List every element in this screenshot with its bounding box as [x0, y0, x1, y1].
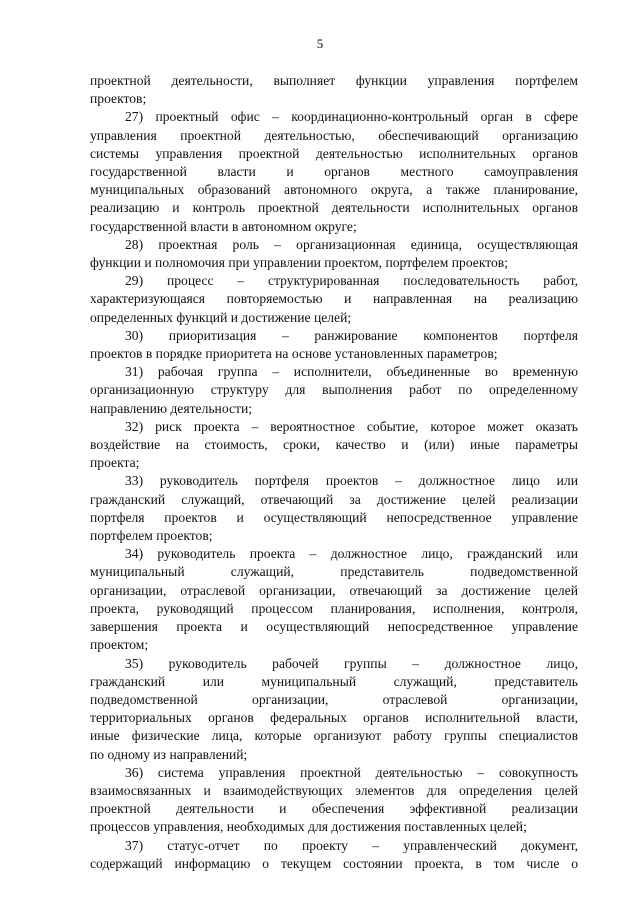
text-line: портфелем проектов; [90, 528, 213, 544]
text-line: 34) руководитель проекта – должностное лицо, гражданский или [125, 546, 578, 562]
text-line: проектной деятельности и обеспечения эффективной реализации [90, 801, 578, 817]
text-line: 35) руководитель рабочей группы – должностное лицо, [125, 655, 578, 671]
text-line: 30) приоритизация – ранжирование компонентов портфеля [125, 327, 578, 343]
paragraph [90, 655, 578, 764]
text-line: взаимосвязанных и взаимодействующих элементов для определения целей [90, 782, 578, 798]
text-line: управления проектной деятельностью, обеспечивающий организацию [90, 127, 578, 143]
text-line: государственной власти и органов местного самоуправления [90, 164, 578, 180]
text-line: проектов; [90, 91, 147, 107]
paragraph [90, 472, 578, 545]
text-line: гражданский служащий, отвечающий за достижение целей реализации [90, 491, 578, 507]
text-line: проекта, руководящий процессом планирования, исполнения, контроля, [90, 600, 578, 616]
text-line: системы управления проектной деятельностью исполнительных органов [90, 145, 578, 161]
text-line: содержащий информацию о текущем состоянии проекта, в том числе о [90, 855, 578, 871]
text-line: государственной власти в автономном округе; [90, 218, 357, 234]
text-line: 36) система управления проектной деятельностью – совокупность [125, 764, 578, 780]
paragraph [90, 363, 578, 418]
text-line: муниципальных образований автономного округа, а также планирование, [90, 182, 578, 198]
text-line: определенных функций и достижение целей; [90, 309, 352, 325]
paragraph [90, 327, 578, 363]
paragraph [90, 108, 578, 235]
text-line: 33) руководитель портфеля проектов – должностное лицо или [125, 473, 578, 489]
text-line: 31) рабочая группа – исполнители, объединенные во временную [125, 364, 578, 380]
text-line: характеризующаяся повторяемостью и направленная на реализацию [90, 291, 578, 307]
paragraph [90, 72, 578, 108]
text-line: проекта; [90, 455, 140, 471]
text-line: иные физические лица, которые организуют работу группы специалистов [90, 728, 578, 744]
document-body [90, 72, 578, 873]
paragraph [90, 764, 578, 837]
text-line: организации, отраслевой организации, отвечающий за достижение целей [90, 582, 578, 598]
text-line: реализацию и контроль проектной деятельности исполнительных органов [90, 200, 578, 216]
text-line: гражданский или муниципальный служащий, представитель [90, 673, 578, 689]
text-line: организационную структуру для выполнения работ по определенному [90, 382, 578, 398]
paragraph [90, 272, 578, 327]
text-line: завершения проекта и осуществляющий непосредственное управление [90, 619, 578, 635]
text-line: 37) статус-отчет по проекту – управленческий документ, [125, 837, 578, 853]
text-line: территориальных органов федеральных органов исполнительной власти, [90, 710, 578, 726]
text-line: портфеля проектов и осуществляющий непосредственное управление [90, 509, 578, 525]
text-line: 29) процесс – структурированная последовательность работ, [125, 273, 578, 289]
text-line: воздействие на стоимость, сроки, качество и (или) иные параметры [90, 437, 578, 453]
paragraph [90, 418, 578, 473]
text-line: подведомственной организации, отраслевой организации, [90, 691, 578, 707]
text-line: процессов управления, необходимых для достижения поставленных целей; [90, 819, 527, 835]
text-line: проектной деятельности, выполняет функции управления портфелем [90, 73, 578, 88]
paragraph [90, 545, 578, 654]
paragraph [90, 837, 578, 873]
text-line: 32) риск проекта – вероятностное событие, которое может оказать [125, 418, 578, 434]
text-line: муниципальный служащий, представитель подведомственной [90, 564, 578, 580]
text-line: проектов в порядке приоритета на основе установленных параметров; [90, 346, 498, 362]
text-line: по одному из направлений; [90, 746, 248, 762]
text-line: 28) проектная роль – организационная единица, осуществляющая [125, 236, 578, 252]
page-number: 5 [316, 36, 324, 51]
text-line: направлению деятельности; [90, 400, 252, 416]
text-line: функции и полномочия при управлении проектом, портфелем проектов; [90, 255, 508, 271]
paragraph [90, 236, 578, 272]
text-line: проектом; [90, 637, 149, 653]
text-line: 27) проектный офис – координационно-контрольный орган в сфере [125, 109, 578, 125]
